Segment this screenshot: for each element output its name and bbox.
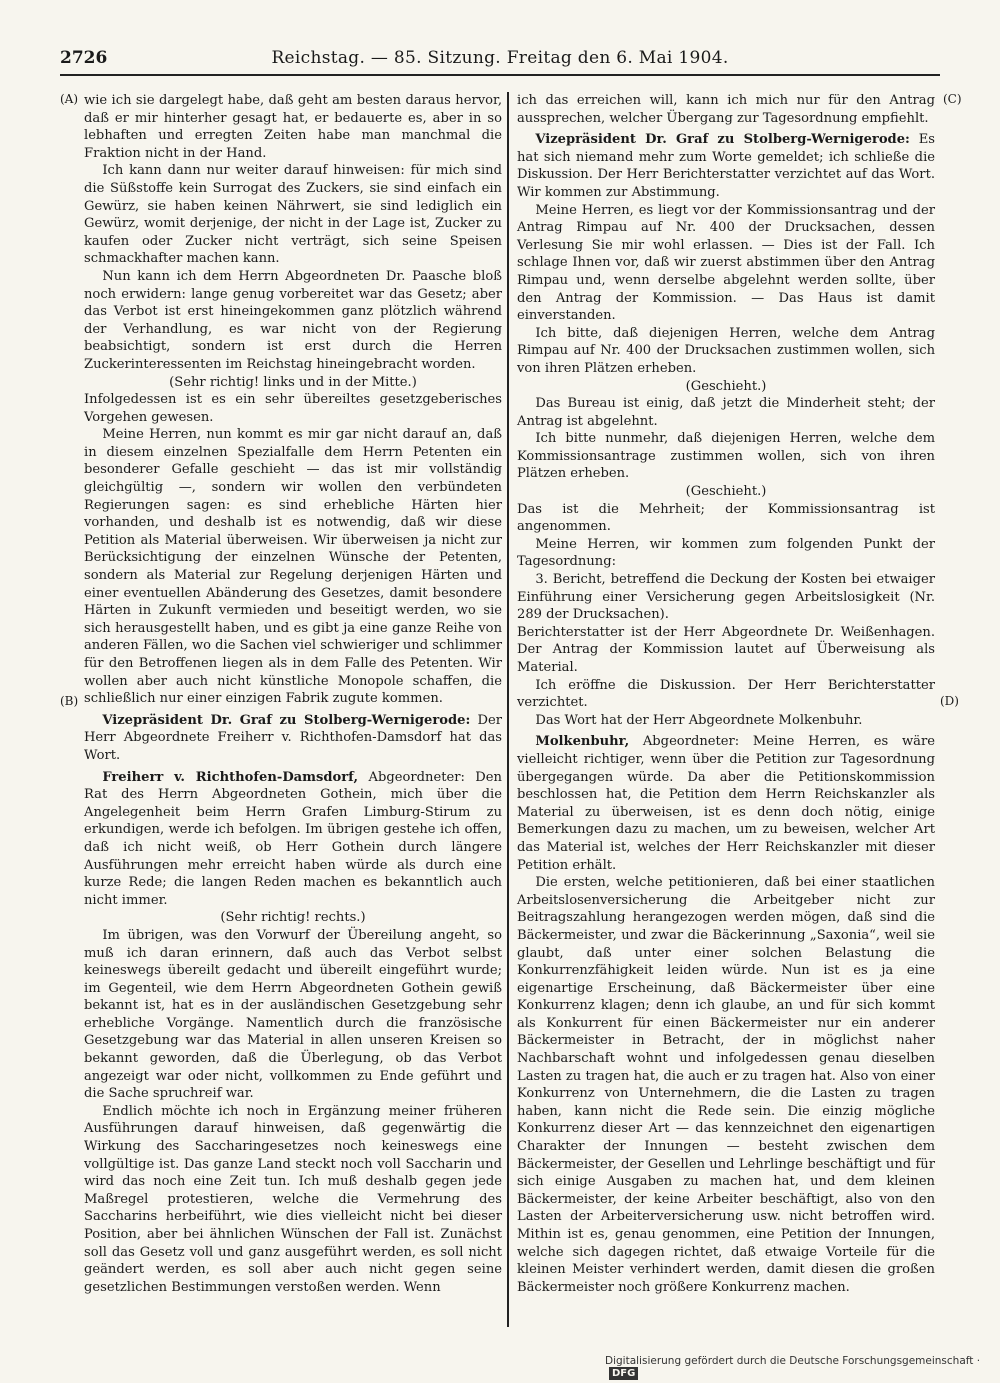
left-column	[84, 92, 502, 1296]
left-paragraph: Meine Herren, nun kommt es mir gar nicht darauf an, daß in diesem einzelnen Spezialfalle dem Herrn Petenten ein besonderer Gefalle geschieht — das ist mir vollständig gleichgültig —, sondern wir wollen den verbündeten Regierungen sagen: es sind erhebliche Härten hier vorhanden, und deshalb ist es notwendig, daß wir diese Petition als Material überweisen. Wir überweisen ja nicht zur Berücksichtigung der einzelnen Wünsche der Petenten, sondern als Material zur Regelung derjenigen Härten und einer eventuellen Abänderung des Gesetzes, damit besondere Härten in Zukunft vermieden und beseitigt werden, wo sie sich herausgestellt haben, und es gibt ja eine ganze Reihe von anderen Fällen, wo die Sachen viel schwieriger und schlimmer für den Betroffenen liegen als in dem Falle des Petenten. Wir wollen aber auch nicht künstliche Monopole schaffen, die schließlich nur einer einzigen Fabrik zugute kommen.	[84, 427, 502, 707]
right-paragraph: Das Bureau ist einig, daß jetzt die Minderheit steht; der Antrag ist abgelehnt.	[517, 396, 935, 429]
speaker-name: Vizepräsident Dr. Graf zu Stolberg-Wernigerode:	[535, 132, 910, 148]
right-paragraph: Ich bitte nunmehr, daß diejenigen Herren, welche dem Kommissionsantrage zustimmen wollen, sich von ihren Plätzen erheben.	[517, 431, 935, 482]
speech-text: Abgeordneter: Den Rat des Herrn Abgeordneten Gothein, mich über die Angelegenheit beim Herrn Grafen Limburg-Stirum zu erkundigen, werde ich befolgen. Im übrigen gestehe ich offen, daß ich nicht weiß, ob Herr Gothein durch längere Ausführungen mehr erreicht haben würde als durch eine kurze Rede; die langen Reden machen es bekanntlich auch nicht immer.	[84, 769, 502, 908]
footer-credit	[605, 1355, 1000, 1380]
interjection: (Sehr richtig! rechts.)	[220, 910, 366, 926]
page-header	[60, 48, 940, 70]
left-paragraph: Im übrigen, was den Vorwurf der Übereilung angeht, so muß ich daran erinnern, daß auch das Verbot selbst keineswegs übereilt gedacht und übereilt eingeführt wurde; im Gegenteil, wie dem Herrn Abgeordneten Gothein gewiß bekannt ist, hat es in der ausländischen Gesetzgebung sehr erhebliche Vorgänge. Namentlich durch die französische Gesetzgebung war das Material in allen unseren Kreisen so bekannt geworden, daß die Überlegung, ob das Verbot angezeigt war oder nicht, vollkommen zu Ende geführt und die Sache spruchreif war.	[84, 927, 502, 1102]
interjection: (Sehr richtig! links und in der Mitte.)	[169, 374, 417, 390]
speaker-name: Molkenbuhr,	[535, 734, 630, 750]
right-paragraph: Ich bitte, daß diejenigen Herren, welche dem Antrag Rimpau auf Nr. 400 der Drucksachen zustimmen wollen, sich von ihren Plätzen erheben.	[517, 325, 935, 376]
right-paragraph: Die ersten, welche petitionieren, daß bei einer staatlichen Arbeitslosenversicherung die Arbeitgeber nicht zur Beitragszahlung herangezogen werden mögen, daß sind die Bäckermeister, und zwar die Bäckerinnung „Saxonia“, weil sie glaubt, daß unter einer solchen Belastung die Konkurrenzfähigkeit leiden würde. Nun ist es ja eine eigenartige Erscheinung, daß Bäckermeister über eine Konkurrenz klagen; denn ich glaube, an und für sich kommt als Konkurrent für einen Bäckermeister nur ein anderer Bäckermeister in Betracht, der in möglichst naher Nachbarschaft wohnt und infolgedessen genau dieselben Lasten zu tragen hat, die auch er zu tragen hat. Also von einer Konkurrenz von Unternehmern, die die Lasten zu tragen haben, kann nicht die Rede sein. Die einzig mögliche Konkurrenz dieser Art — das kennzeichnet den eigenartigen Charakter der Innungen — besteht zwischen dem Bäckermeister, der Gesellen und Lehrlinge beschäftigt und für sich einige Ausgaben zu machen hat, und dem kleinen Bäckermeister, der keine Arbeiter beschäftigt, also von den Lasten der Arbeiterversicherung usw. nicht betroffen wird. Mithin ist es, genau genommen, eine Petition der Innungen, welche sich dagegen richtet, daß etwaige Vorteile für die kleinen Meister verhindert werden, damit diesen die großen Bäckermeister noch größere Konkurrenz machen.	[517, 875, 935, 1295]
margin-marker-a: (A)	[60, 92, 79, 106]
dfg-logo: DFG	[609, 1367, 638, 1380]
margin-marker-c: (C)	[943, 92, 962, 106]
margin-marker-b: (B)	[60, 694, 79, 708]
right-paragraph: Meine Herren, es liegt vor der Kommissionsantrag und der Antrag Rimpau auf Nr. 400 der Drucksachen, dessen Verlesung Sie mir wohl erlassen. — Dies ist der Fall. Ich schlage Ihnen vor, daß wir zuerst abstimmen über den Antrag Rimpau und, wenn derselbe abgelehnt werden sollte, über den Antrag der Kommission. — Das Haus ist damit einverstanden.	[517, 202, 935, 324]
left-paragraph: Nun kann ich dem Herrn Abgeordneten Dr. Paasche bloß noch erwidern: lange genug vorbereitet war das Gesetz; aber das Verbot ist erst hineingekommen ganz plötzlich während der Verhandlung, es war nicht von der Regierung beabsichtigt, sondern ist erst durch die Herren Zuckerinteressenten im Reichstag hineingebracht worden.	[84, 268, 502, 372]
right-column	[517, 92, 935, 1296]
running-title: Reichstag. — 85. Sitzung. Freitag den 6. Mai 1904.	[271, 48, 729, 68]
interjection: (Geschieht.)	[685, 484, 767, 500]
right-paragraph: Das ist die Mehrheit; der Kommissionsantrag ist angenommen.	[517, 501, 935, 535]
agenda-item: 3. Bericht, betreffend die Deckung der Kosten bei etwaiger Einführung einer Versicherung gegen Arbeitslosigkeit (Nr. 289 der Drucksachen).	[517, 572, 935, 623]
right-paragraph: Meine Herren, wir kommen zum folgenden Punkt der Tagesordnung:	[517, 536, 935, 570]
speech-text: Es hat sich niemand mehr zum Worte gemeldet; ich schließe die Diskussion. Der Herr Berichterstatter verzichtet auf das Wort. Wir kommen zur Abstimmung.	[517, 132, 935, 200]
speech-text: Der Herr Abgeordnete Freiherr v. Richthofen-Damsdorf hat das Wort.	[84, 712, 502, 763]
margin-marker-d: (D)	[940, 694, 959, 708]
speaker-name: Vizepräsident Dr. Graf zu Stolberg-Wernigerode:	[102, 712, 471, 728]
interjection: (Geschieht.)	[685, 378, 767, 394]
speaker-paragraph	[517, 733, 935, 874]
right-paragraph: ich das erreichen will, kann ich mich nur für den Antrag aussprechen, welcher Übergang zur Tagesordnung empfiehlt.	[517, 93, 935, 126]
header-rule	[60, 74, 940, 76]
speaker-paragraph	[84, 769, 502, 910]
speech-text: Abgeordneter: Meine Herren, es wäre vielleicht richtiger, wenn über die Petition zur Tagesordnung übergegangen würde. Da aber die Petitionskommission beschlossen hat, die Petition dem Herrn Reichskanzler als Material zu überweisen, ist es denn doch nötig, einige Bemerkungen dazu zu machen, um zu beweisen, welcher Art das Material ist, welches der Herr Reichskanzler mit dieser Petition erhält.	[517, 734, 935, 873]
left-paragraph: wie ich sie dargelegt habe, daß geht am besten daraus hervor, daß er mir hinterher gesagt hat, er bedauerte es, aber in so lebhaften und erregten Zeiten habe man manchmal die Fraktion nicht in der Hand.	[84, 93, 502, 161]
speaker-paragraph	[84, 712, 502, 765]
right-paragraph: Das Wort hat der Herr Abgeordnete Molkenbuhr.	[535, 712, 863, 728]
column-divider	[507, 92, 509, 1327]
right-paragraph: Berichterstatter ist der Herr Abgeordnete Dr. Weißenhagen. Der Antrag der Kommission lautet auf Überweisung als Material.	[517, 624, 935, 675]
left-paragraph: Endlich möchte ich noch in Ergänzung meiner früheren Ausführungen darauf hinweisen, daß gegenwärtig die Wirkung des Saccharingesetzes noch keineswegs eine vollgültige ist. Das ganze Land steckt noch voll Saccharin und wird das noch eine Zeit tun. Ich muß deshalb gegen jede Maßregel protestieren, welche die Vermehrung des Saccharins herbeiführt, wie dies vielleicht nicht bei dieser Position, aber bei ähnlichen Wünschen der Fall ist. Zunächst soll das Gesetz voll und ganz ausgeführt werden, es soll nicht geändert werden, es soll aber auch nicht gegen seine gesetzlichen Bestimmungen verstoßen werden. Wenn	[84, 1103, 502, 1295]
left-paragraph: Infolgedessen ist es ein sehr übereiltes gesetzgeberisches Vorgehen gewesen.	[84, 392, 502, 425]
footer-text: Digitalisierung gefördert durch die Deutsche Forschungsgemeinschaft ·	[605, 1355, 981, 1367]
speaker-paragraph	[517, 131, 935, 201]
speaker-name: Freiherr v. Richthofen-Damsdorf,	[102, 769, 359, 785]
page-number: 2726	[60, 48, 108, 68]
right-paragraph: Ich eröffne die Diskussion. Der Herr Berichterstatter verzichtet.	[517, 677, 935, 711]
left-paragraph: Ich kann dann nur weiter darauf hinweisen: für mich sind die Süßstoffe kein Surrogat des Zuckers, sie sind einfach ein Gewürz, sie haben keinen Nährwert, sie sind lediglich ein Gewürz, womit derjenige, der nicht in der Lage ist, Zucker zu kaufen oder Zucker nicht verträgt, sich seine Speisen schmackhafter machen kann.	[84, 163, 502, 267]
